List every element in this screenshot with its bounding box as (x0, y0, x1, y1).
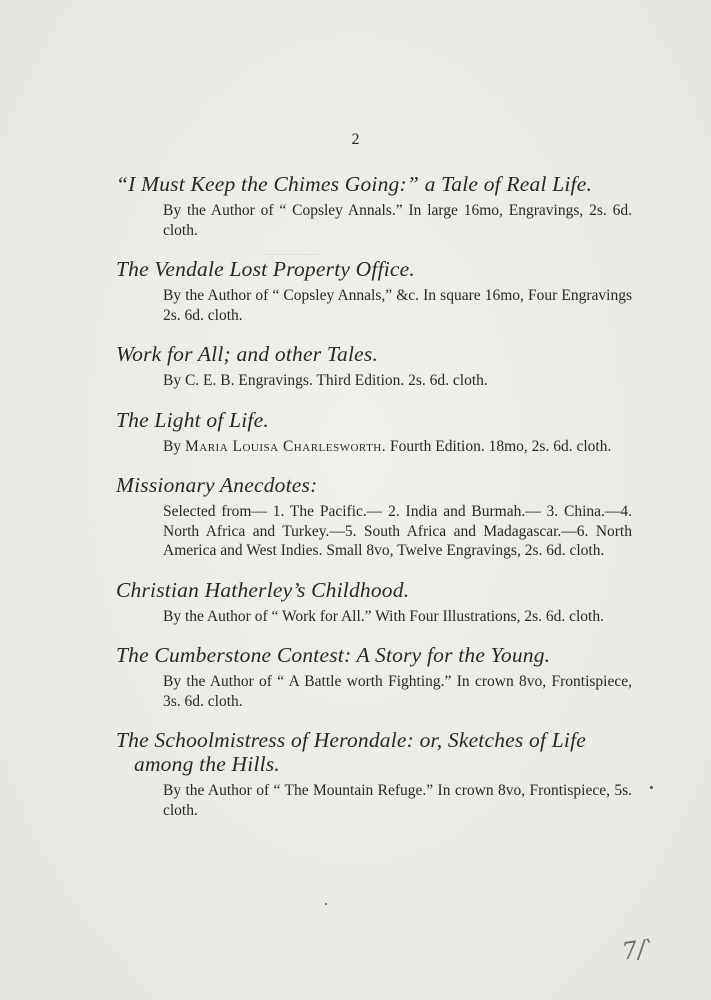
pencil-annotation: 7/‵ (620, 934, 653, 966)
catalogue-entry (116, 473, 632, 561)
entry-description: By the Author of “ Work for All.” With Four Illustrations, 2s. 6d. cloth. (163, 607, 604, 625)
entry-description-prefix: By (163, 437, 185, 455)
catalogue-list (116, 172, 632, 837)
catalogue-entry (116, 643, 632, 711)
entry-description: By the Author of “ Copsley Annals.” In large 16mo, Engravings, 2s. 6d. cloth. (163, 202, 632, 239)
catalogue-entry (116, 728, 632, 820)
catalogue-entry (116, 408, 632, 457)
catalogue-entry (116, 342, 632, 391)
entry-description: By the Author of “ A Battle worth Fighting.” In crown 8vo, Frontispiece, 3s. 6d. cloth. (163, 673, 632, 710)
entry-title: The Schoolmistress of Herondale: or, Sketches of Life among the Hills. (116, 728, 587, 776)
entry-description: Selected from— 1. The Pacific.— 2. India and Burmah.— 3. China.—4. North Africa and Turkey.—5. South Africa and Madagascar.—6. North America and West Indies. Small 8vo, Twelve Engravings, 2s. 6d. cloth. (163, 503, 632, 559)
entry-description: By the Author of “ The Mountain Refuge.” In crown 8vo, Frontispiece, 5s. cloth. (163, 782, 632, 819)
ink-speck (650, 786, 653, 789)
entry-title: Work for All; and other Tales. (116, 342, 379, 366)
entry-title: Christian Hatherley’s Childhood. (116, 577, 410, 602)
catalogue-entry (116, 257, 632, 325)
entry-title: The Light of Life. (116, 407, 269, 432)
entry-title: “I Must Keep the Chimes Going:” a Tale of Real Life. (116, 172, 593, 196)
entry-author: Maria Louisa Charlesworth. (184, 437, 387, 455)
catalogue-entry (116, 578, 632, 627)
catalogue-entry (116, 172, 632, 240)
entry-description-suffix: Fourth Edition. 18mo, 2s. 6d. cloth. (386, 437, 612, 455)
entry-description: By the Author of “ Copsley Annals,” &c. In square 16mo, Four Engravings 2s. 6d. cloth. (163, 287, 632, 324)
entry-title: The Cumberstone Contest: A Story for the Young. (116, 643, 551, 667)
entry-title: Missionary Anecdotes: (116, 473, 318, 497)
entry-description: By C. E. B. Engravings. Third Edition. 2s. 6d. cloth. (163, 372, 488, 389)
entry-title: The Vendale Lost Property Office. (116, 257, 415, 281)
entry-description (163, 437, 632, 457)
ink-speck (325, 903, 327, 905)
page-number: 2 (351, 131, 360, 148)
